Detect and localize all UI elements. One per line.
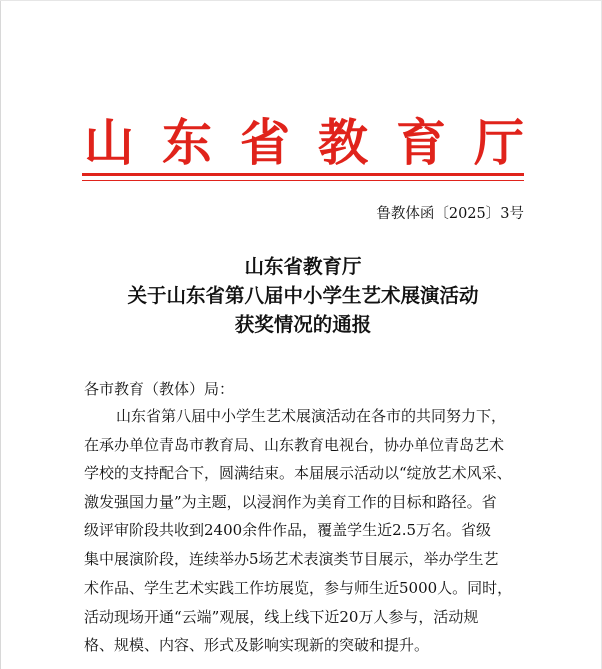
body-line: 术作品、学生艺术实践工作坊展览，参与师生近5000人。同时， xyxy=(84,579,513,597)
body-line: 学校的支持配合下，圆满结束。本届展示活动以“绽放艺术风采、 xyxy=(84,464,512,482)
body-line: 山东省第八届中小学生艺术展演活动在各市的共同努力下， xyxy=(116,407,507,425)
masthead-char: 东 xyxy=(162,113,212,172)
masthead-issuer xyxy=(84,112,524,174)
masthead-char: 育 xyxy=(396,113,446,172)
masthead-rule-thin xyxy=(82,180,524,181)
masthead-char: 厅 xyxy=(474,113,524,172)
body-line: 格、规模、内容、形式及影响实现新的突破和提升。 xyxy=(84,636,430,654)
body-line: 集中展演阶段，连续举办5场艺术表演类节目展示，举办学生艺 xyxy=(84,550,499,568)
masthead-char: 教 xyxy=(318,113,368,172)
body-line: 级评审阶段共收到2400余件作品，覆盖学生近2.5万名。省级 xyxy=(84,521,492,539)
title-line-2: 关于山东省第八届中小学生艺术展演活动 xyxy=(127,284,479,307)
title-line-3: 获奖情况的通报 xyxy=(234,313,372,336)
salutation: 各市教育（教体）局： xyxy=(84,380,235,398)
title-line-1: 山东省教育厅 xyxy=(244,255,362,278)
body-line: 活动现场开通“云端”观展，线上线下近20万人参与，活动规 xyxy=(84,608,479,626)
body-line: 在承办单位青岛市教育局、山东教育电视台，协办单位青岛艺术 xyxy=(84,436,505,454)
body-line: 激发强国力量”为主题，以浸润作为美育工作的目标和路径。省 xyxy=(84,493,497,511)
masthead-char: 省 xyxy=(240,113,290,172)
page-edge-top xyxy=(0,0,602,1)
masthead-char: 山 xyxy=(84,113,134,172)
masthead-rule-thick xyxy=(82,173,524,176)
document-number: 鲁教体函〔2025〕3号 xyxy=(376,206,524,222)
page-edge-left xyxy=(0,0,1,669)
